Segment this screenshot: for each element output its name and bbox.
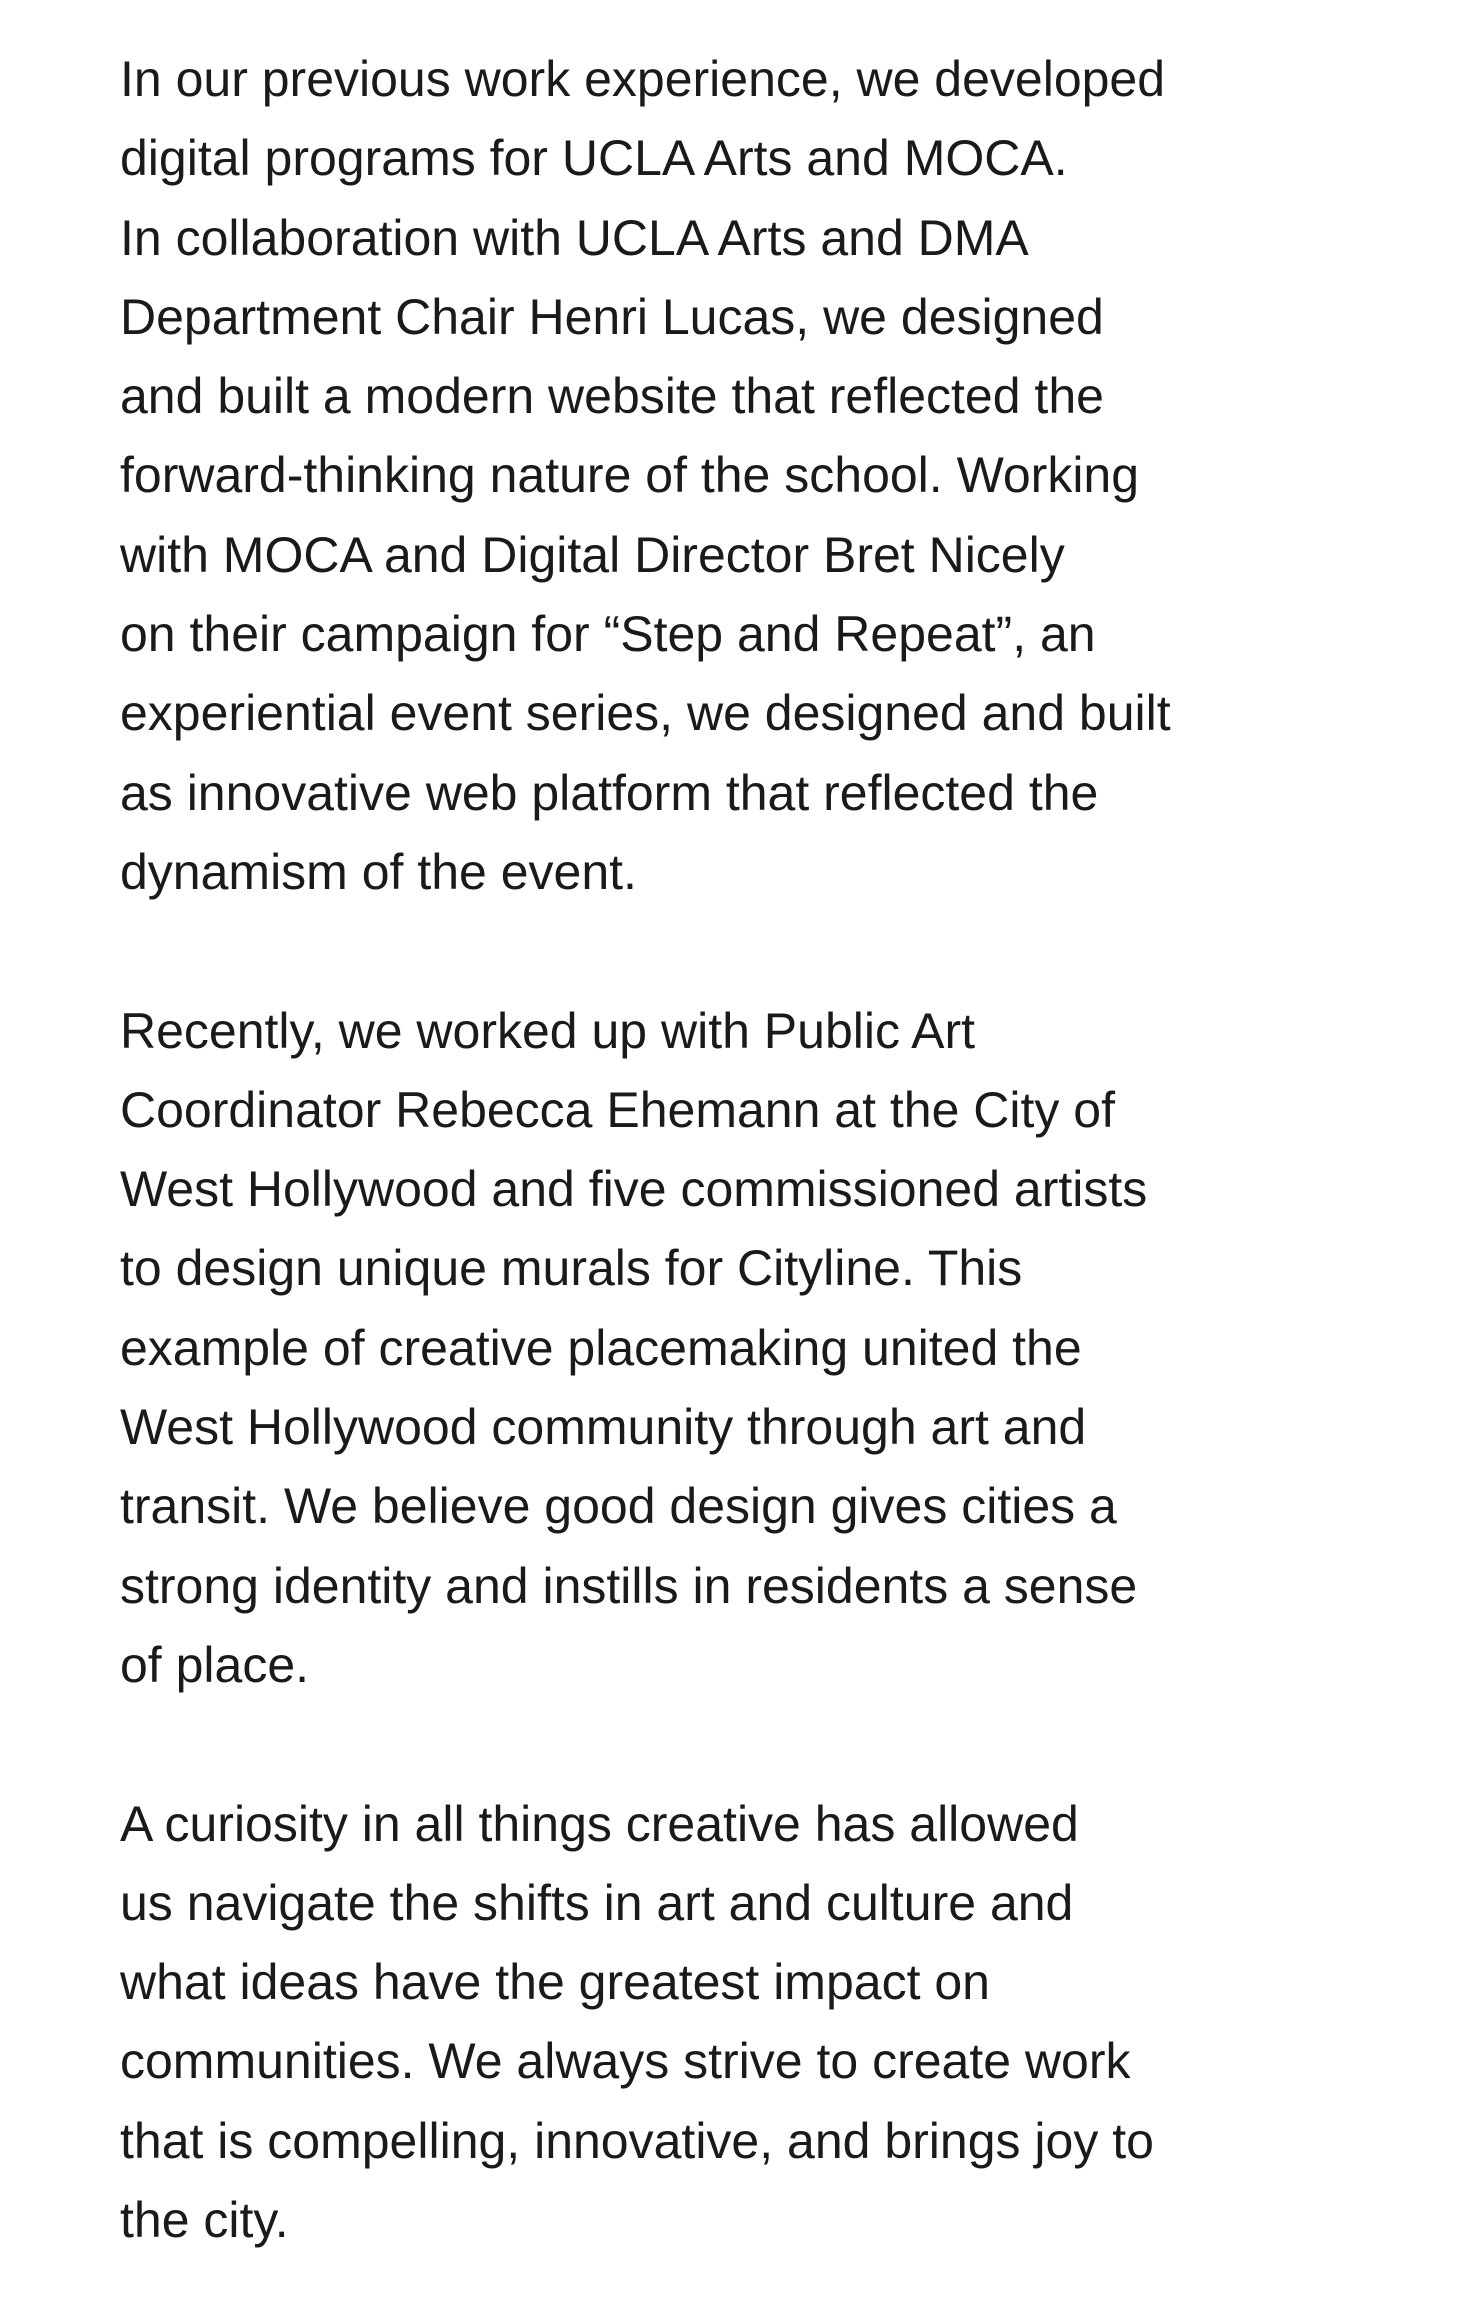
paragraph-curiosity: [120, 1785, 1370, 2261]
text-line: on their campaign for “Step and Repeat”, an: [120, 606, 1096, 663]
text-line: forward-thinking nature of the school. Working: [120, 447, 1140, 504]
text-line: West Hollywood and five commissioned artists: [120, 1161, 1148, 1218]
paragraph-spacer: [120, 912, 1370, 991]
text-line: with MOCA and Digital Director Bret Nicely: [120, 526, 1065, 583]
text-line: Recently, we worked up with Public Art: [120, 1002, 976, 1059]
text-line: experiential event series, we designed and built: [120, 685, 1171, 742]
paragraph-spacer: [120, 1705, 1370, 1784]
text-line: strong identity and instills in residents a sense: [120, 1557, 1138, 1614]
text-line: and built a modern website that reflected the: [120, 368, 1104, 425]
text-line: us navigate the shifts in art and culture and: [120, 1874, 1074, 1931]
text-line: of place.: [120, 1636, 310, 1693]
text-line: dynamism of the event.: [120, 843, 637, 900]
text-line: In our previous work experience, we developed: [120, 51, 1166, 107]
text-line: transit. We believe good design gives cities a: [120, 1478, 1117, 1535]
text-line: Department Chair Henri Lucas, we designed: [120, 288, 1104, 345]
article-body: [120, 40, 1370, 2260]
text-line: what ideas have the greatest impact on: [120, 1954, 990, 2011]
text-line: A curiosity in all things creative has allowed: [120, 1795, 1079, 1852]
text-line: Coordinator Rebecca Ehemann at the City of: [120, 1081, 1115, 1138]
paragraph-recent-work: [120, 992, 1370, 1706]
text-line: as innovative web platform that reflected the: [120, 764, 1099, 821]
text-line: West Hollywood community through art and: [120, 1399, 1087, 1456]
text-line: to design unique murals for Cityline. This: [120, 1240, 1023, 1297]
text-line: digital programs for UCLA Arts and MOCA.: [120, 130, 1068, 187]
text-line: the city.: [120, 2192, 289, 2249]
text-line: that is compelling, innovative, and brings joy to: [120, 2112, 1154, 2169]
text-line: example of creative placemaking united the: [120, 1319, 1082, 1376]
text-line: communities. We always strive to create work: [120, 2033, 1131, 2090]
paragraph-previous-work: [120, 40, 1370, 912]
text-line: In collaboration with UCLA Arts and DMA: [120, 209, 1029, 266]
